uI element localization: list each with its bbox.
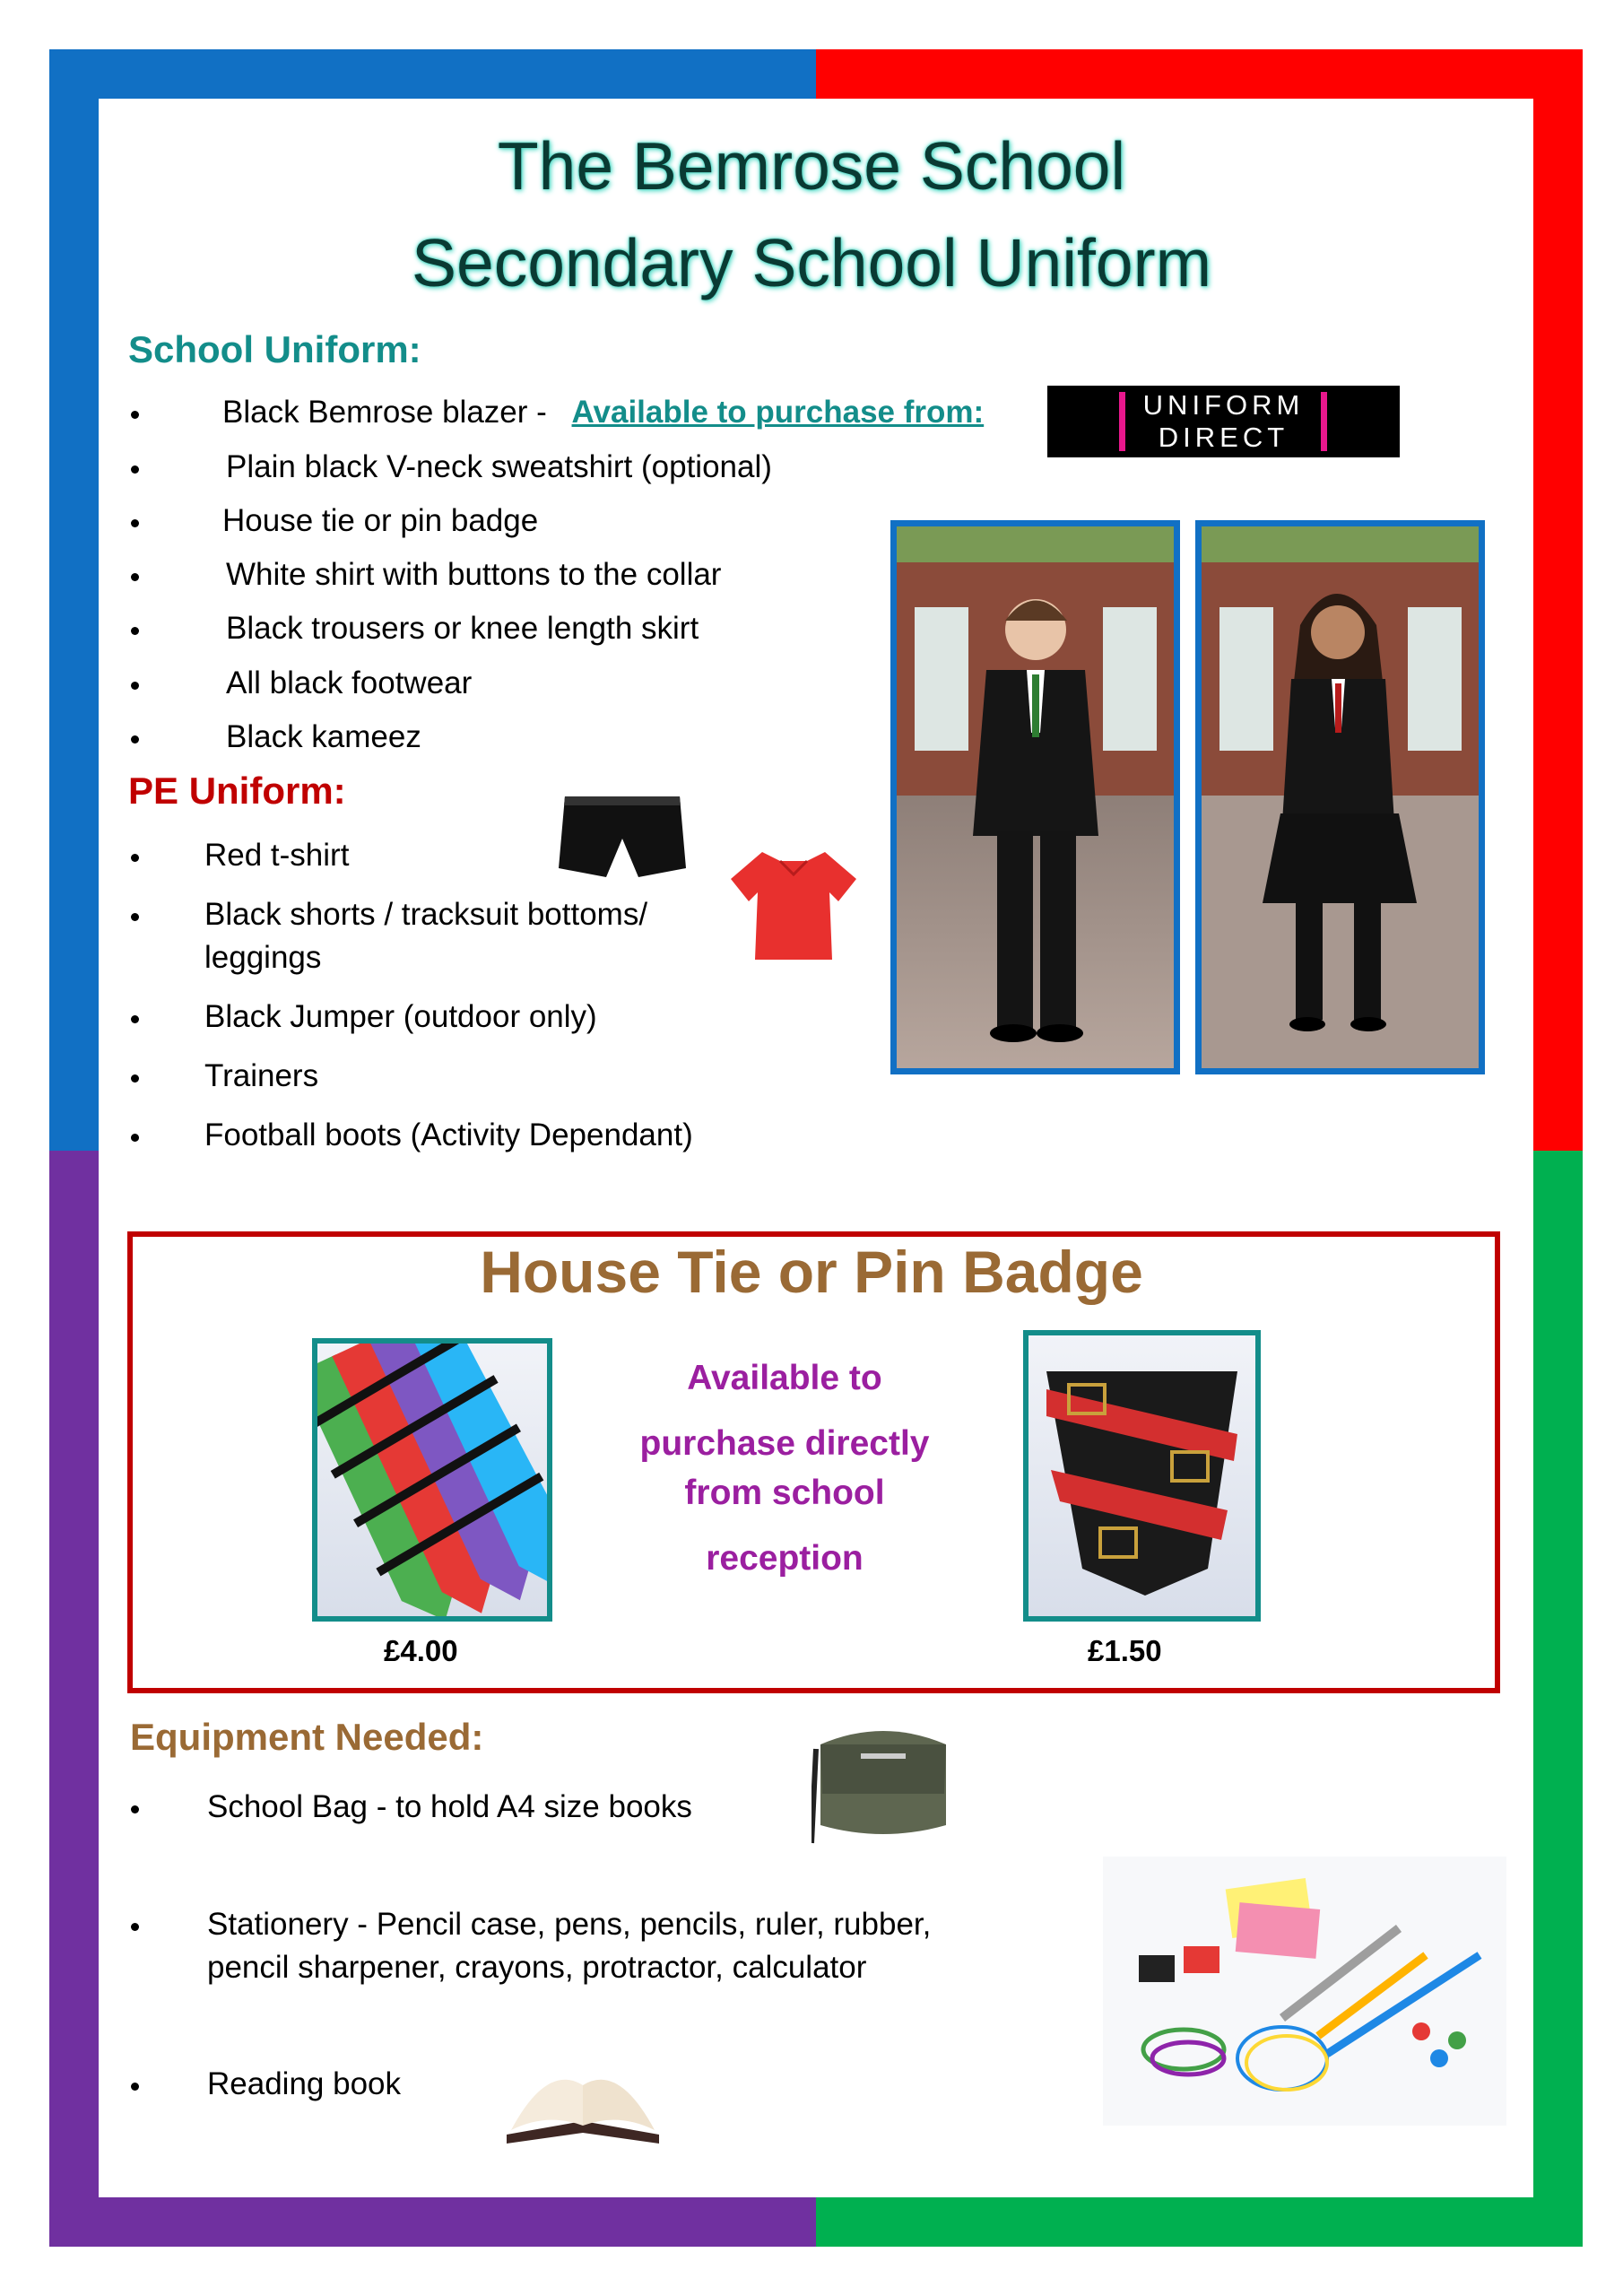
list-item: Black kameez <box>226 716 421 759</box>
uniform-direct-link[interactable]: Available to purchase from: <box>571 395 985 430</box>
list-item: White shirt with buttons to the collar <box>226 553 721 596</box>
availability-line4: reception <box>706 1539 864 1578</box>
list-item: Black trousers or knee length skirt <box>226 607 699 650</box>
house-tie-heading: House Tie or Pin Badge <box>480 1239 1143 1305</box>
reading-book-image <box>498 2036 668 2157</box>
page-title-line2: Secondary School Uniform <box>411 225 1212 300</box>
badge-price: £1.50 <box>1088 1634 1162 1667</box>
house-ties-image <box>312 1338 552 1622</box>
list-item: Black Bemrose blazer - Available to purchase from: <box>222 391 984 434</box>
list-item: Black Jumper (outdoor only) <box>204 996 597 1039</box>
list-item: Reading book <box>207 2063 401 2106</box>
red-tshirt-image <box>726 843 861 969</box>
list-item: All black footwear <box>226 662 472 705</box>
list-item: Football boots (Activity Dependant) <box>204 1114 693 1157</box>
tie-price: £4.00 <box>384 1634 458 1667</box>
black-shorts-image <box>556 789 689 888</box>
uniform-direct-logo[interactable]: UNIFORM DIRECT <box>1047 386 1400 457</box>
list-item: House tie or pin badge <box>222 500 538 543</box>
list-item: Black shorts / tracksuit bottoms/ <box>204 893 647 936</box>
list-item: Red t-shirt <box>204 834 349 877</box>
stationery-image <box>1103 1857 1506 2126</box>
availability-line3: from school <box>684 1474 885 1512</box>
pe-uniform-heading: PE Uniform: <box>128 770 346 812</box>
availability-line2: purchase directly <box>639 1424 930 1463</box>
list-item: Trainers <box>204 1055 318 1098</box>
student-photo-girl <box>1195 520 1485 1074</box>
equipment-heading: Equipment Needed: <box>130 1716 484 1758</box>
pin-badge-image <box>1023 1330 1261 1622</box>
school-uniform-heading: School Uniform: <box>128 328 421 370</box>
list-item: School Bag - to hold A4 size books <box>207 1786 692 1829</box>
availability-line1: Available to <box>687 1359 882 1397</box>
school-bag-image <box>812 1718 955 1852</box>
list-item: Stationery - Pencil case, pens, pencils, ruler, rubber, <box>207 1903 931 1946</box>
list-item: Plain black V-neck sweatshirt (optional) <box>226 446 772 489</box>
list-item-continued: leggings <box>204 940 322 975</box>
page-title-line1: The Bemrose School <box>497 128 1126 204</box>
list-item-continued: pencil sharpener, crayons, protractor, calculator <box>207 1950 867 1985</box>
student-photo-boy <box>890 520 1180 1074</box>
